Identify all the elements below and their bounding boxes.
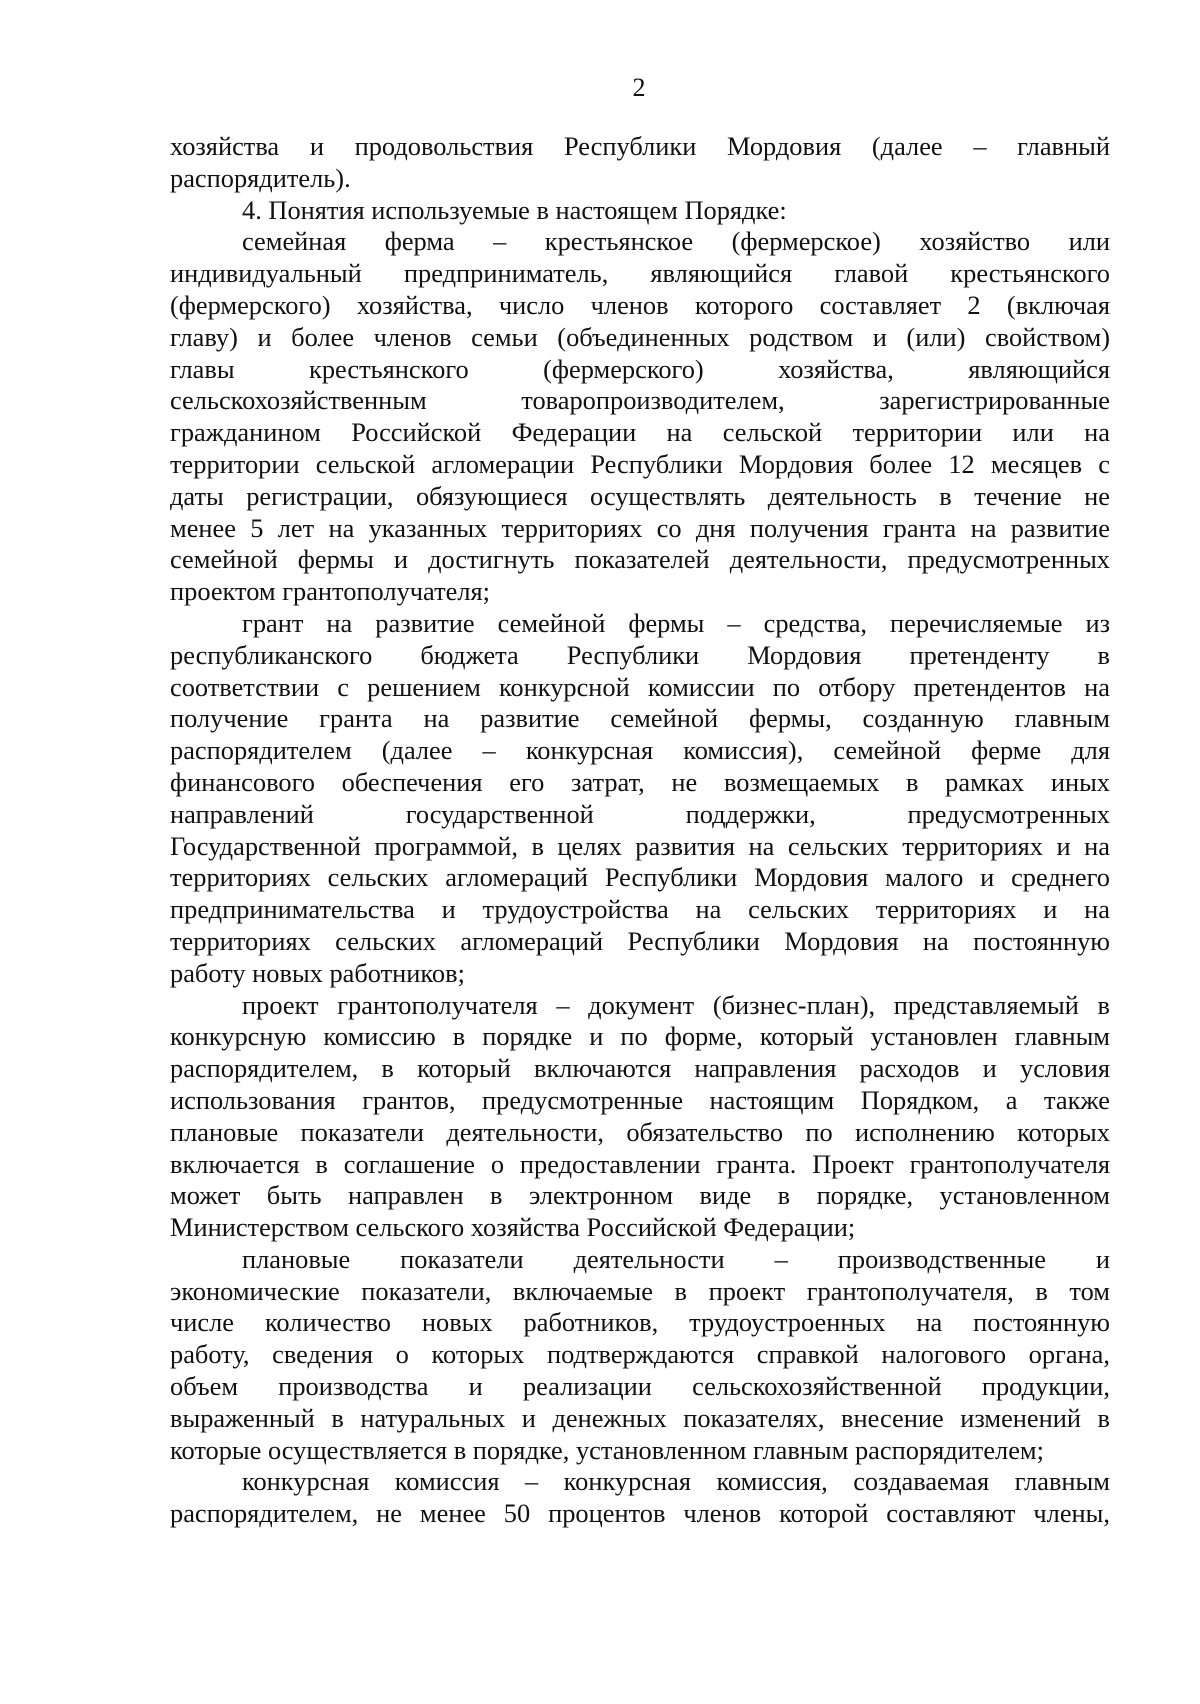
text-line: экономические показатели, включаемые в проект грантополучателя, в том <box>170 1275 1110 1306</box>
text-line: может быть направлен в электронном виде в порядке, установленном <box>170 1180 1110 1211</box>
text-line: проект грантополучателя – документ (бизнес-план), представляемый в <box>242 989 1110 1020</box>
text-line: Государственной программой, в целях развития на сельских территориях и на <box>170 830 1110 861</box>
text-line: конкурсная комиссия – конкурсная комиссия, создаваемая главным <box>242 1466 1110 1497</box>
text-line: финансового обеспечения его затрат, не возмещаемых в рамках иных <box>170 766 1110 797</box>
text-line: распорядителем, в который включаются направления расходов и условия <box>170 1053 1110 1084</box>
text-line: соответствии с решением конкурсной комиссии по отбору претендентов на <box>170 671 1110 702</box>
text-line: грант на развитие семейной фермы – средства, перечисляемые из <box>242 607 1110 638</box>
document-body-text <box>170 131 1110 1530</box>
text-line: главы крестьянского (фермерского) хозяйства, являющийся <box>170 353 1110 384</box>
text-line: территориях сельских агломераций Республики Мордовия малого и среднего <box>170 862 1110 893</box>
text-line: объем производства и реализации сельскохозяйственной продукции, <box>170 1371 1110 1402</box>
page-number: 2 <box>632 73 646 102</box>
text-line: числе количество новых работников, трудоустроенных на постоянную <box>170 1307 1110 1338</box>
text-line: сельскохозяйственным товаропроизводителем, зарегистрированные <box>170 385 1110 416</box>
text-line: предпринимательства и трудоустройства на сельских территориях и на <box>170 894 1110 925</box>
text-line: распорядителем, не менее 50 процентов членов которой составляют члены, <box>170 1498 1110 1529</box>
text-line: включается в соглашение о предоставлении гранта. Проект грантополучателя <box>170 1148 1110 1179</box>
text-line: территориях сельских агломераций Республики Мордовия на постоянную <box>170 925 1110 956</box>
text-line: гражданином Российской Федерации на сельской территории или на <box>170 417 1110 448</box>
text-line: республиканского бюджета Республики Мордовия претенденту в <box>170 639 1110 670</box>
text-line: территории сельской агломерации Республики Мордовия более 12 месяцев с <box>170 448 1110 479</box>
text-line: главу) и более членов семьи (объединенных родством и (или) свойством) <box>170 321 1110 352</box>
text-line: 4. Понятия используемые в настоящем Порядке: <box>242 194 787 225</box>
text-line: проектом грантополучателя; <box>170 576 490 607</box>
text-line: работу, сведения о которых подтверждаются справкой налогового органа, <box>170 1339 1110 1370</box>
text-line: направлений государственной поддержки, предусмотренных <box>170 798 1110 829</box>
text-line: семейной фермы и достигнуть показателей деятельности, предусмотренных <box>170 544 1110 575</box>
text-line: (фермерского) хозяйства, число членов которого составляет 2 (включая <box>170 289 1110 320</box>
text-line: распорядителем (далее – конкурсная комиссия), семейной ферме для <box>170 735 1110 766</box>
text-line: менее 5 лет на указанных территориях со дня получения гранта на развитие <box>170 512 1110 543</box>
text-line: использования грантов, предусмотренные настоящим Порядком, а также <box>170 1084 1110 1115</box>
text-line: плановые показатели деятельности – производственные и <box>242 1243 1110 1274</box>
text-line: распорядитель). <box>170 162 351 193</box>
text-line: даты регистрации, обязующиеся осуществлять деятельность в течение не <box>170 480 1110 511</box>
text-line: которые осуществляется в порядке, установленном главным распорядителем; <box>170 1434 1044 1465</box>
text-line: получение гранта на развитие семейной фермы, созданную главным <box>170 703 1110 734</box>
text-line: выраженный в натуральных и денежных показателях, внесение изменений в <box>170 1402 1110 1433</box>
text-line: работу новых работников; <box>170 957 465 988</box>
text-line: семейная ферма – крестьянское (фермерское) хозяйство или <box>242 226 1110 257</box>
text-line: хозяйства и продовольствия Республики Мордовия (далее – главный <box>170 131 1110 161</box>
text-line: Министерством сельского хозяйства Российской Федерации; <box>170 1212 856 1243</box>
text-line: плановые показатели деятельности, обязательство по исполнению которых <box>170 1116 1110 1147</box>
text-line: индивидуальный предприниматель, являющийся главой крестьянского <box>170 258 1110 289</box>
text-line: конкурсную комиссию в порядке и по форме, который установлен главным <box>170 1021 1110 1052</box>
